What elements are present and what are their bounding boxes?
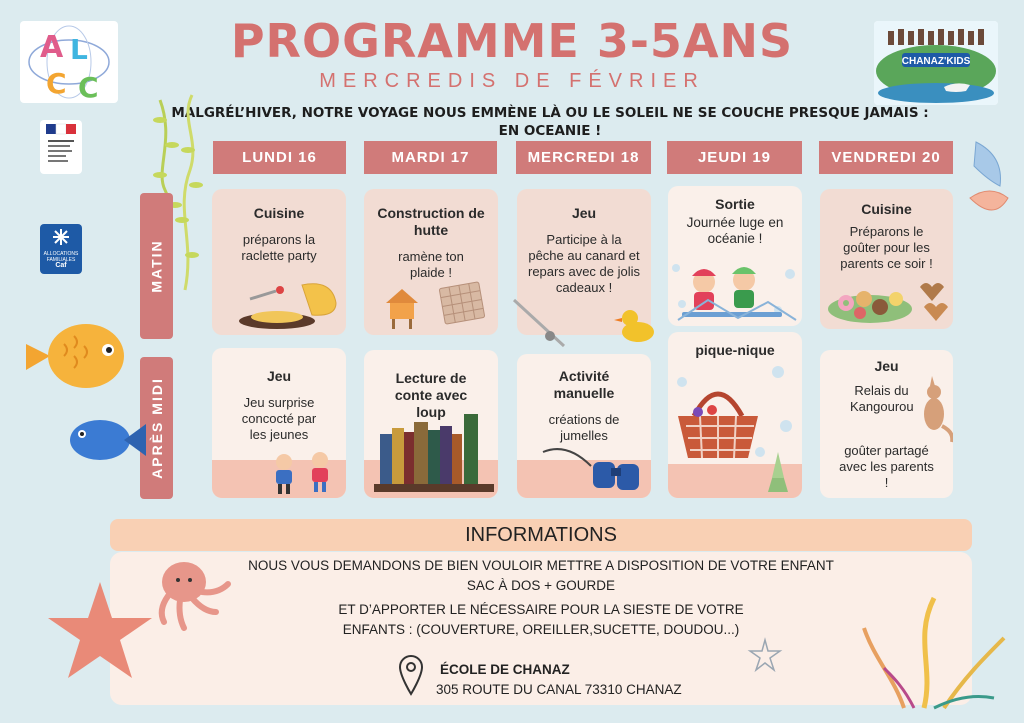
page-subtitle: MERCREDIS DE FÉVRIER bbox=[319, 70, 705, 92]
starfish-icon bbox=[40, 578, 160, 686]
activity-description: Journée luge en océanie ! bbox=[686, 215, 784, 246]
activity-title: Sortie bbox=[715, 196, 755, 212]
caf-line-3: Caf bbox=[55, 262, 67, 269]
activity-description: Jeu surprise concocté par les jeunes bbox=[241, 395, 317, 442]
alcc-letter-l: L bbox=[70, 33, 88, 66]
page-title: PROGRAMME 3-5ANS bbox=[230, 14, 794, 68]
day-label-jeudi: JEUDI 19 bbox=[667, 141, 802, 174]
caf-logo bbox=[40, 224, 82, 274]
orange-fish-icon bbox=[24, 314, 134, 394]
activity-title: Cuisine bbox=[861, 201, 912, 217]
octopus-icon bbox=[150, 556, 232, 636]
activity-description: Préparons le goûter pour les parents ce soir ! bbox=[840, 224, 933, 271]
info-line-1: NOUS VOUS DEMANDONS DE BIEN VOULOIR METTRE A DISPOSITION DE VOTRE ENFANT bbox=[248, 558, 834, 573]
chanaz-kids-graphic bbox=[874, 21, 998, 105]
alcc-letter-c2: C bbox=[78, 71, 99, 104]
shells-icon bbox=[964, 136, 1014, 224]
activity-card-lundi-matin bbox=[212, 189, 346, 335]
activity-title: Lecture de conte avec loup bbox=[394, 370, 468, 420]
blue-fish-icon bbox=[64, 414, 148, 466]
caf-line-2: FAMILIALES bbox=[46, 257, 76, 263]
chanaz-kids-text: CHANAZ'KIDS bbox=[901, 56, 971, 67]
info-line-4: ENFANTS : (COUVERTURE, OREILLER,SUCETTE, DOUDOU...) bbox=[342, 622, 740, 637]
caf-line-1: ALLOCATIONS bbox=[43, 251, 79, 257]
alcc-logo-graphic bbox=[20, 21, 118, 103]
activity-card-lundi-apres-midi bbox=[212, 348, 346, 498]
activity-description: préparons la raclette party bbox=[241, 232, 317, 263]
day-label-mardi: MARDI 17 bbox=[364, 141, 497, 174]
books-icon bbox=[374, 414, 494, 496]
activity-card-vendredi-matin bbox=[820, 189, 953, 329]
day-label-lundi: LUNDI 16 bbox=[213, 141, 346, 174]
alcc-letter-a: A bbox=[40, 30, 64, 65]
activity-card-jeudi-apres-midi bbox=[668, 332, 802, 498]
activity-title: Cuisine bbox=[253, 205, 305, 221]
intro-line-1: MALGRÉL’HIVER, NOTRE VOYAGE NOUS EMMÈNE LÀ OU LE SOLEIL NE SE COUCHE PRESQUE JAMAIS : bbox=[171, 105, 929, 121]
picnic-basket-icon bbox=[668, 362, 802, 498]
activity-card-mardi-matin bbox=[364, 189, 498, 335]
marianne-icon bbox=[40, 120, 82, 174]
activity-card-mercredi-apres-midi bbox=[517, 354, 651, 498]
activity-card-jeudi-matin bbox=[668, 186, 802, 326]
binoculars-icon bbox=[537, 442, 647, 496]
day-label-vendredi: VENDREDI 20 bbox=[819, 141, 953, 174]
activity-description-2: goûter partagé avec les parents ! bbox=[839, 443, 934, 490]
intro-text bbox=[140, 104, 960, 140]
period-label-apres-midi: APRÈS MIDI bbox=[140, 357, 173, 499]
info-box bbox=[110, 552, 972, 705]
coral-icon bbox=[864, 598, 1008, 708]
activity-title: Activité manuelle bbox=[553, 368, 615, 401]
hut-icon bbox=[382, 285, 492, 331]
activity-description: ramène ton plaide ! bbox=[398, 249, 464, 280]
info-heading: INFORMATIONS bbox=[110, 519, 972, 551]
fishing-duck-icon bbox=[510, 292, 660, 352]
activity-description: Relais du Kangourou bbox=[850, 383, 914, 414]
activity-title: Construction de hutte bbox=[377, 205, 485, 238]
location-name: ÉCOLE DE CHANAZ bbox=[440, 662, 570, 677]
period-label-matin: MATIN bbox=[140, 193, 173, 339]
raclette-icon bbox=[232, 277, 342, 333]
location-pin-icon bbox=[398, 654, 424, 696]
intro-line-2: EN OCEANIE ! bbox=[498, 123, 602, 139]
activity-title: Jeu bbox=[266, 368, 292, 384]
sledding-kids-icon bbox=[668, 260, 802, 326]
alcc-letter-c1: C bbox=[46, 67, 67, 100]
pastries-icon bbox=[824, 277, 952, 327]
activity-title: pique-nique bbox=[695, 342, 775, 358]
location-address: 305 ROUTE DU CANAL 73310 CHANAZ bbox=[436, 682, 682, 697]
kids-icon bbox=[270, 452, 340, 496]
activity-title: Jeu bbox=[874, 358, 899, 374]
activity-title: Jeu bbox=[571, 205, 597, 221]
activity-card-vendredi-apres-midi bbox=[820, 350, 953, 498]
alcc-logo bbox=[20, 21, 118, 103]
small-starfish-icon bbox=[748, 638, 782, 672]
info-line-2: SAC À DOS + GOURDE bbox=[466, 578, 616, 593]
activity-description: créations de jumelles bbox=[548, 412, 620, 443]
kangaroo-icon bbox=[918, 376, 953, 442]
ministry-logo bbox=[40, 120, 82, 174]
chanaz-kids-logo bbox=[874, 21, 998, 105]
activity-description: Participe à la pêche au canard et repars avec de jolis cadeaux ! bbox=[528, 232, 640, 295]
info-line-3: ET D’APPORTER LE NÉCESSAIRE POUR LA SIESTE DE VOTRE bbox=[338, 602, 744, 617]
day-label-mercredi: MERCREDI 18 bbox=[516, 141, 651, 174]
